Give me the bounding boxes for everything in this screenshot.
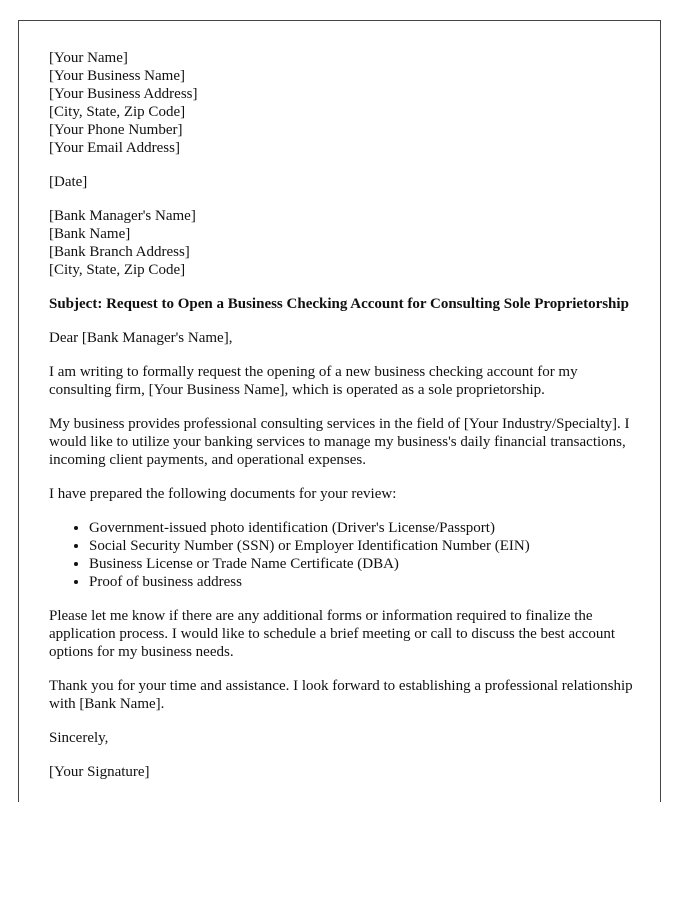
sender-city-state-zip: [City, State, Zip Code] [49, 104, 186, 120]
sender-business-address: [Your Business Address] [49, 86, 198, 102]
paragraph-additional-info: Please let me know if there are any additional forms or information required to finalize the application process. I would like to schedule a brief meeting or call to discuss the best account options for my business needs. [49, 608, 616, 660]
list-item: • Social Security Number (SSN) or Employer Identification Number (EIN) [89, 537, 639, 555]
recipient-branch-address: [Bank Branch Address] [49, 244, 190, 260]
sender-name: [Your Name] [49, 50, 128, 66]
list-item: • Government-issued photo identification (Driver's License/Passport) [89, 519, 639, 537]
recipient-bank-name: [Bank Name] [49, 226, 131, 242]
recipient-manager-name: [Bank Manager's Name] [49, 208, 196, 224]
salutation: Dear [Bank Manager's Name], [49, 330, 233, 346]
sender-block [49, 49, 639, 157]
sender-business-name: [Your Business Name] [49, 68, 185, 84]
signature: [Your Signature] [49, 764, 150, 780]
subject-line: Subject: Request to Open a Business Checking Account for Consulting Sole Proprietorship [49, 296, 629, 312]
sender-phone: [Your Phone Number] [49, 122, 183, 138]
letter-date: [Date] [49, 174, 88, 190]
list-item: • Proof of business address [89, 573, 639, 591]
list-item: • Business License or Trade Name Certificate (DBA) [89, 555, 639, 573]
recipient-city-state-zip: [City, State, Zip Code] [49, 262, 186, 278]
recipient-block [49, 207, 639, 279]
paragraph-documents-intro: I have prepared the following documents for your review: [49, 486, 397, 502]
letter-body [49, 49, 639, 781]
paragraph-thanks: Thank you for your time and assistance. I look forward to establishing a professional relationship with [Bank Name]. [49, 678, 633, 712]
documents-list [49, 519, 639, 591]
sender-email: [Your Email Address] [49, 140, 180, 156]
sign-off: Sincerely, [49, 730, 109, 746]
paragraph-intro: I am writing to formally request the opening of a new business checking account for my consulting firm, [Your Business Name], which is operated as a sole proprietorship. [49, 364, 578, 398]
paragraph-services: My business provides professional consulting services in the field of [Your Industry/Specialty]. I would like to utilize your banking services to manage my business's daily financial transactions, incoming client payments, and operational expenses. [49, 416, 630, 468]
letter-page [18, 20, 661, 802]
